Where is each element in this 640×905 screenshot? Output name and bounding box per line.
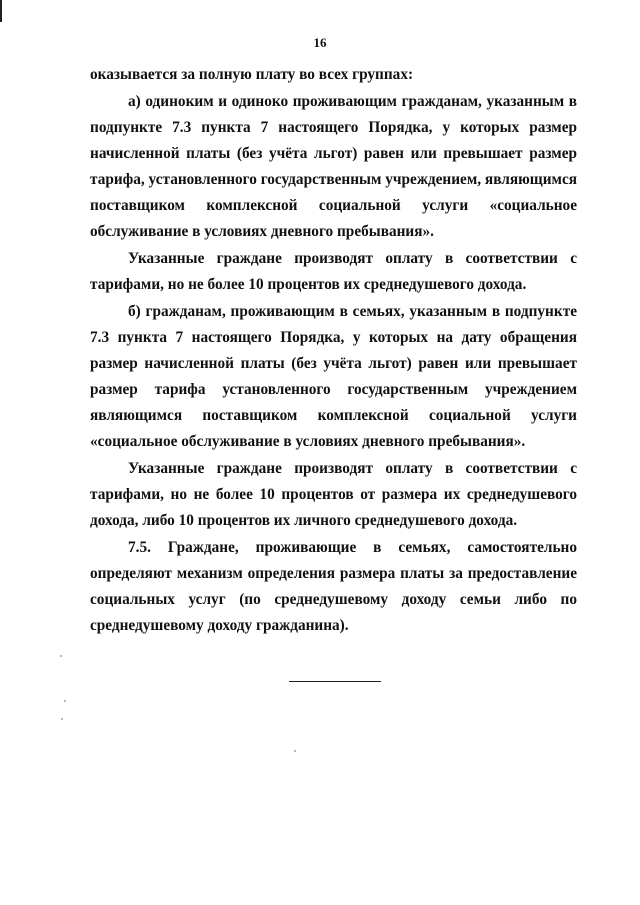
paragraph-item-a: а) одиноким и одиноко проживающим гражданам, указанным в подпункте 7.3 пункта 7 настоящего Порядка, у которых размер начисленной платы (без учёта льгот) равен или превышает размер тарифа, установленного государственным учреждением, являющимся поставщиком комплексной социальной услуги «социальное обслуживание в условиях дневного пребывания». <box>90 93 578 240</box>
scan-speck <box>60 655 62 657</box>
scan-speck <box>61 718 63 720</box>
scan-speck <box>294 750 296 752</box>
document-body <box>90 62 577 640</box>
paragraph-item-a-payment: Указанные граждане производят оплату в соответствии с тарифами, но не более 10 процентов их среднедушевого дохода. <box>90 250 577 293</box>
page-number: 16 <box>313 35 327 50</box>
paragraph-item-b: б) гражданам, проживающим в семьях, указанным в подпункте 7.3 пункта 7 настоящего Порядка, у которых на дату обращения размер начисленной платы (без учёта льгот) равен или превышает размер тарифа установленного государственным учреждением являющимся поставщиком комплексной социальной услуги «социальное обслуживание в условиях дневного пребывания». <box>90 303 577 450</box>
paragraph-7-5: 7.5. Граждане, проживающие в семьях, самостоятельно определяют механизм определения размера платы за предоставление социальных услуг (по среднедушевому доходу семьи либо по среднедушевому доходу гражданина). <box>90 539 577 634</box>
closing-separator-line <box>289 681 381 682</box>
scan-speck <box>64 700 66 702</box>
paragraph-intro: оказывается за полную плату во всех группах: <box>90 66 414 83</box>
scan-edge-mark <box>0 0 2 22</box>
paragraph-item-b-payment: Указанные граждане производят оплату в соответствии с тарифами, но не более 10 процентов от размера их среднедушевого дохода, либо 10 процентов их личного среднедушевого дохода. <box>90 460 577 529</box>
